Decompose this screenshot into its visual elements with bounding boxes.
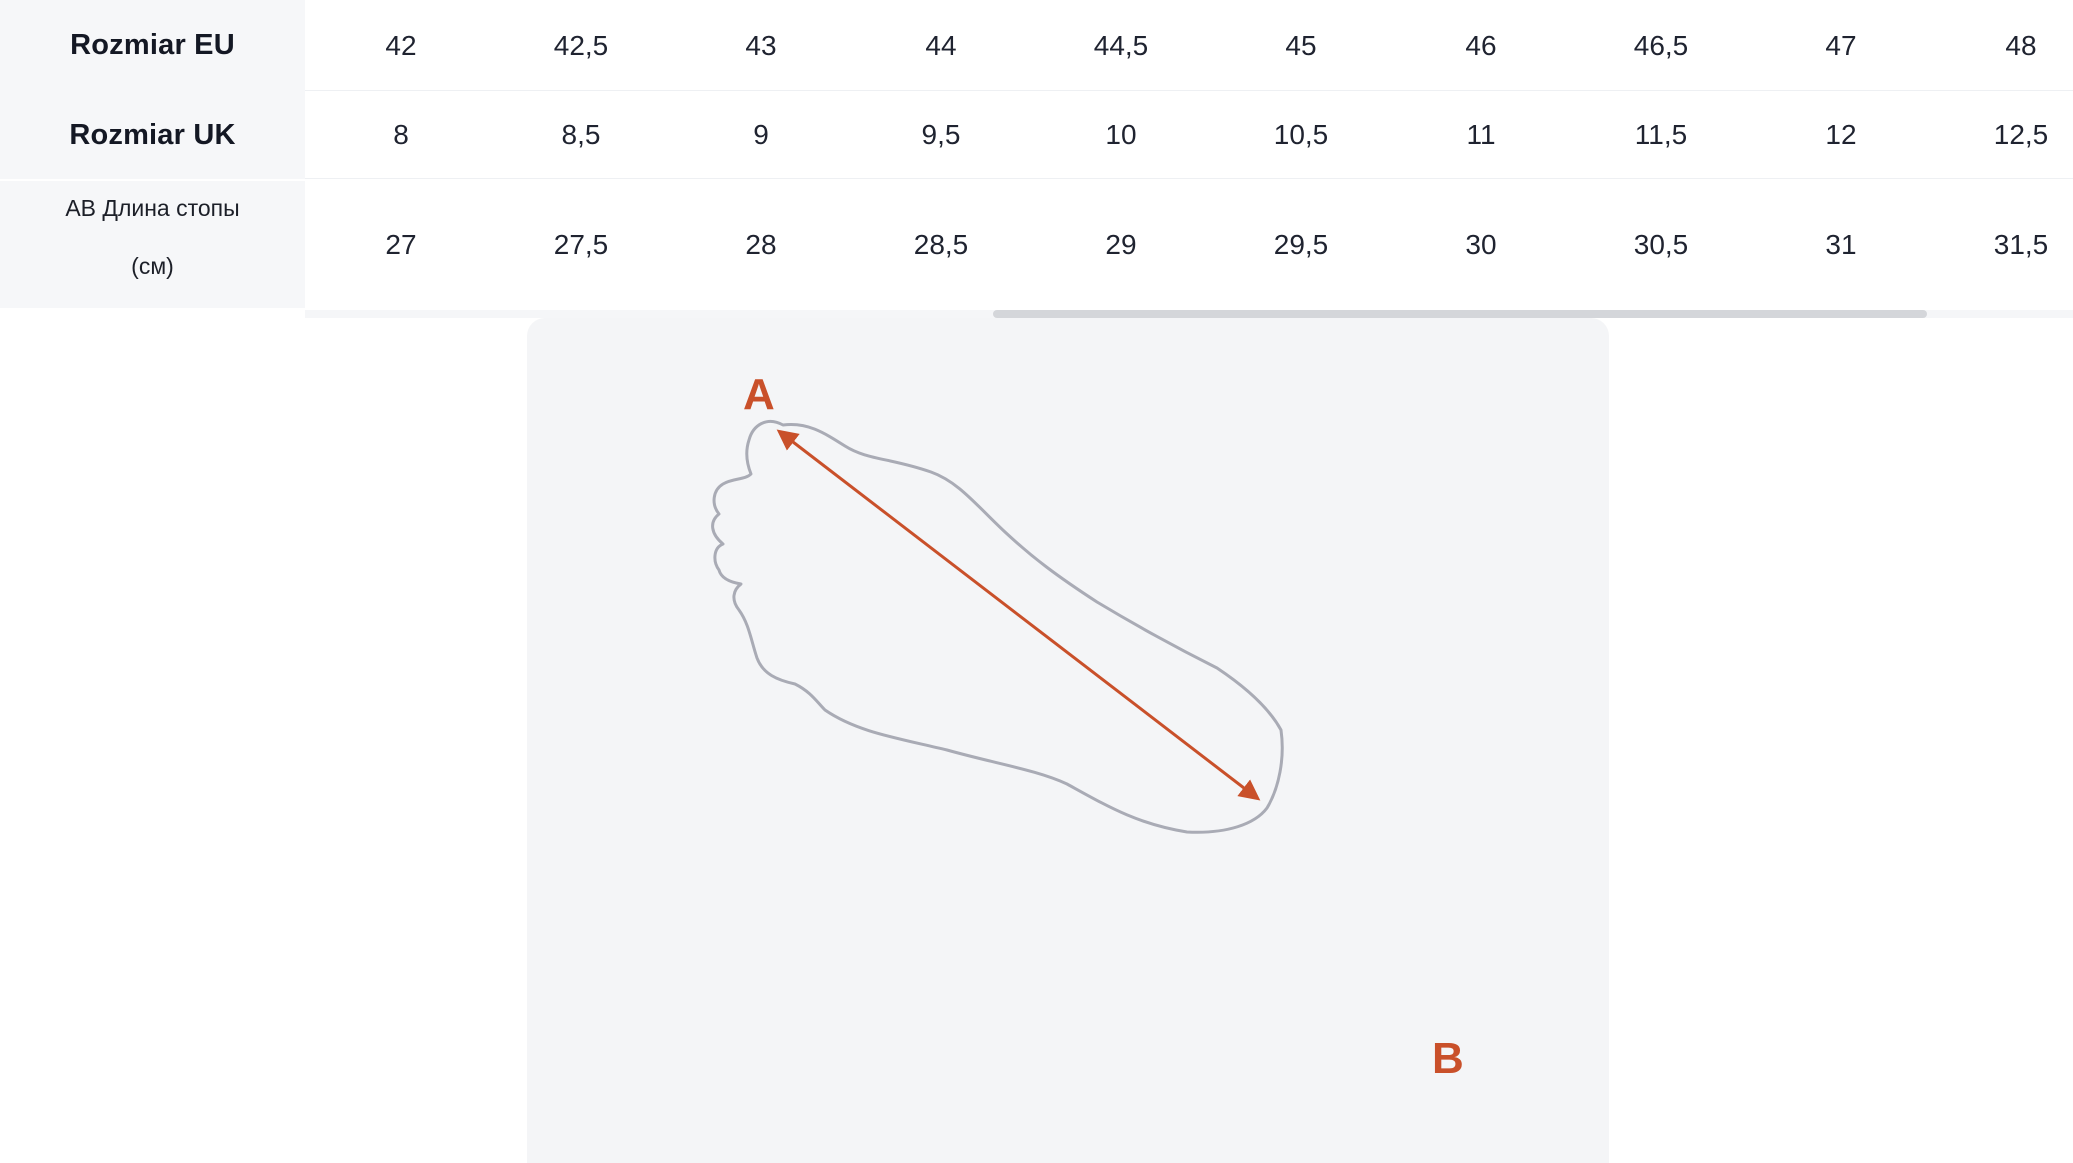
measurement-arrow (780, 432, 1257, 798)
table-cell: 27 (385, 228, 417, 260)
table-cell: 29,5 (1273, 228, 1329, 260)
table-cell: 44,5 (1093, 29, 1149, 61)
point-b-label: B (1432, 1034, 1464, 1083)
table-row-eu (0, 0, 2073, 91)
table-cell: 8 (393, 119, 409, 150)
table-cell: 11 (1466, 119, 1496, 150)
table-cell: 46 (1465, 29, 1497, 61)
table-cell: 42 (385, 29, 417, 61)
row-header-tail (0, 290, 305, 308)
foot-outline (713, 421, 1283, 832)
row-header-uk: Rozmiar UK (0, 91, 305, 179)
table-cell: 30 (1465, 228, 1497, 260)
table-cell: 42,5 (553, 29, 609, 61)
row-header-eu: Rozmiar EU (0, 0, 305, 91)
table-scrollbar-thumb[interactable] (993, 310, 1927, 318)
point-a-label: A (743, 370, 775, 419)
foot-measurement-diagram (527, 318, 1609, 1163)
table-cell: 29 (1105, 228, 1137, 260)
table-cell: 28 (745, 228, 777, 260)
table-cell: 8,5 (561, 119, 601, 150)
row-header-foot-length-line1: АВ Длина стопы (65, 194, 240, 221)
table-cell: 10,5 (1273, 119, 1329, 150)
row-header-foot-length-line2: (см) (131, 252, 174, 279)
table-cell: 45 (1285, 29, 1317, 61)
table-cell: 12 (1825, 119, 1857, 150)
table-cell: 9,5 (921, 119, 961, 150)
table-cell: 9 (753, 119, 769, 150)
table-cell: 27,5 (553, 228, 609, 260)
table-cell: 31 (1825, 228, 1857, 260)
table-cell: 31,5 (1993, 228, 2049, 260)
table-cell: 11,5 (1634, 119, 1688, 150)
table-cell: 44 (925, 29, 957, 61)
table-cell: 12,5 (1993, 119, 2049, 150)
table-cell: 28,5 (913, 228, 969, 260)
size-table (0, 0, 2073, 318)
row-header-foot-length (0, 181, 305, 292)
table-cell: 43 (745, 29, 777, 61)
table-row-uk (0, 91, 2073, 179)
table-cell: 48 (2005, 29, 2037, 61)
table-row-foot-length (0, 179, 2073, 310)
table-cell: 10 (1105, 119, 1137, 150)
table-cell: 46,5 (1633, 29, 1689, 61)
table-cell: 47 (1825, 29, 1857, 61)
table-cell: 30,5 (1633, 228, 1689, 260)
